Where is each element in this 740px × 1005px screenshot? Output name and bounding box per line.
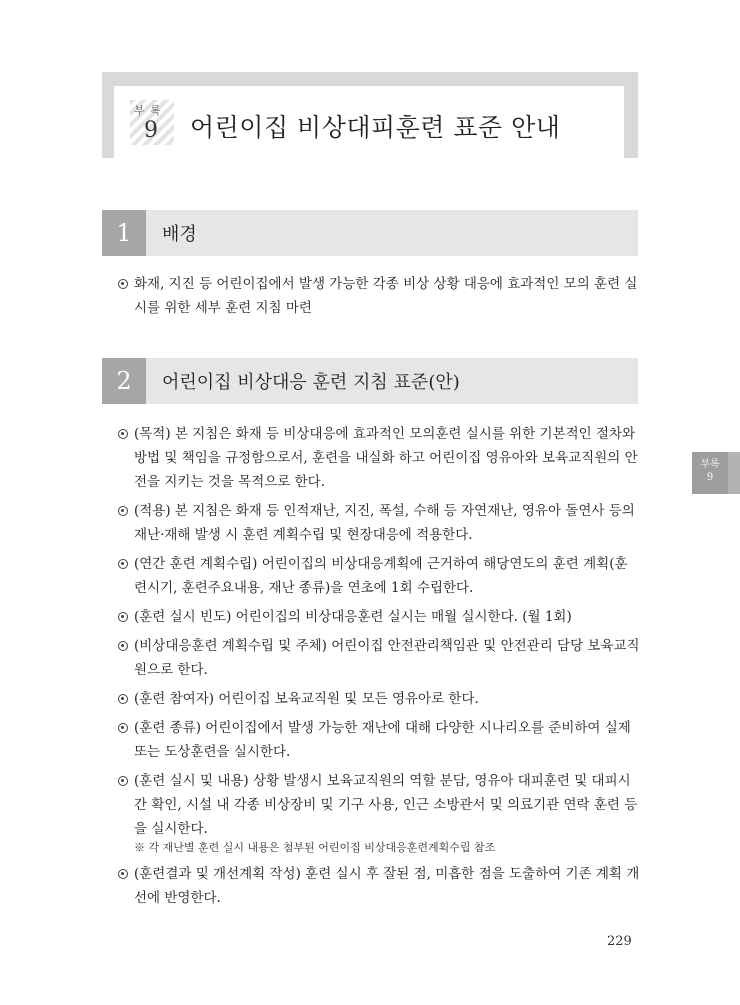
bullet-icon xyxy=(118,641,128,651)
bullet-icon xyxy=(118,612,128,622)
appendix-badge-label: 부 록 xyxy=(134,104,162,117)
list-item xyxy=(118,272,640,320)
section-number: 1 xyxy=(102,210,146,256)
bullet-icon xyxy=(118,776,128,786)
list-item-text: (적용) 본 지침은 화재 등 인적재난, 지진, 폭설, 수해 등 자연재난, 영유아 돌연사 등의 재난·재해 발생 시 훈련 계획수립 및 현장대응에 적용한다. xyxy=(134,503,635,543)
bullet-icon xyxy=(118,559,128,569)
list-item-text: (훈련결과 및 개선계획 작성) 훈련 실시 후 잘된 점, 미흡한 점을 도출하여 기존 계획 개선에 반영한다. xyxy=(134,866,640,906)
appendix-side-tab xyxy=(692,452,740,494)
list-item xyxy=(118,716,640,764)
list-item xyxy=(118,605,640,629)
bullet-icon xyxy=(118,279,128,289)
side-tab-line2: 9 xyxy=(706,472,714,483)
list-item-text: (훈련 실시 빈도) 어린이집의 비상대응훈련 실시는 매월 실시한다. (월 1회) xyxy=(134,609,572,625)
list-item-text: (훈련 실시 및 내용) 상황 발생시 보육교직원의 역할 분담, 영유아 대피훈련 및 대피시간 확인, 시설 내 각종 비상장비 및 기구 사용, 인근 소방관서 및 의료기관 연락 훈련 등을 실시한다. xyxy=(134,773,638,837)
bullet-icon xyxy=(118,869,128,879)
appendix-badge-number: 9 xyxy=(144,118,158,143)
appendix-badge xyxy=(130,100,174,145)
list-item xyxy=(118,687,640,711)
bullet-icon xyxy=(118,429,128,439)
list-item xyxy=(118,634,640,682)
side-tab-label xyxy=(692,452,728,494)
list-item xyxy=(118,769,640,857)
title-box xyxy=(102,72,638,158)
section-1-list xyxy=(118,272,640,325)
list-item xyxy=(118,862,640,910)
list-item-text: (연간 훈련 계획수립) 어린이집의 비상대응계획에 근거하여 해당연도의 훈련 계획(훈련시기, 훈련주요내용, 재난 종류)을 연초에 1회 수립한다. xyxy=(134,556,628,596)
list-item xyxy=(118,422,640,494)
section-header-2 xyxy=(102,358,638,404)
bullet-icon xyxy=(118,506,128,516)
list-item-text: (목적) 본 지침은 화재 등 비상대응에 효과적인 모의훈련 실시를 위한 기본적인 절차와 방법 및 책임을 규정함으로서, 훈련을 내실화 하고 어린이집 영유아와 보육교직원의 안전을 지키는 것을 목적으로 한다. xyxy=(134,426,638,490)
page-number: 229 xyxy=(607,934,632,949)
title-box-inner xyxy=(114,86,624,158)
list-item xyxy=(118,499,640,547)
bullet-icon xyxy=(118,723,128,733)
bullet-icon xyxy=(118,694,128,704)
footnote: ※ 각 재난별 훈련 실시 내용은 첨부된 어린이집 비상대응훈련계획수립 참조 xyxy=(134,841,496,854)
section-title: 배경 xyxy=(162,224,197,245)
list-item-text: (훈련 참여자) 어린이집 보육교직원 및 모든 영유아로 한다. xyxy=(134,691,479,707)
section-header-1 xyxy=(102,210,638,256)
section-2-list xyxy=(118,422,640,915)
section-title: 어린이집 비상대응 훈련 지침 표준(안) xyxy=(162,372,460,393)
section-number: 2 xyxy=(102,358,146,404)
list-item xyxy=(118,552,640,600)
page-title: 어린이집 비상대피훈련 표준 안내 xyxy=(190,113,561,142)
list-item-text: (비상대응훈련 계획수립 및 주체) 어린이집 안전관리책임관 및 안전관리 담당 보육교직원으로 한다. xyxy=(134,638,640,678)
list-item-text: (훈련 종류) 어린이집에서 발생 가능한 재난에 대해 다양한 시나리오를 준비하여 실제 또는 도상훈련을 실시한다. xyxy=(134,720,631,760)
list-item-text: 화재, 지진 등 어린이집에서 발생 가능한 각종 비상 상황 대응에 효과적인 모의 훈련 실시를 위한 세부 훈련 지침 마련 xyxy=(134,276,638,316)
side-tab-line1: 부록 xyxy=(700,459,720,470)
